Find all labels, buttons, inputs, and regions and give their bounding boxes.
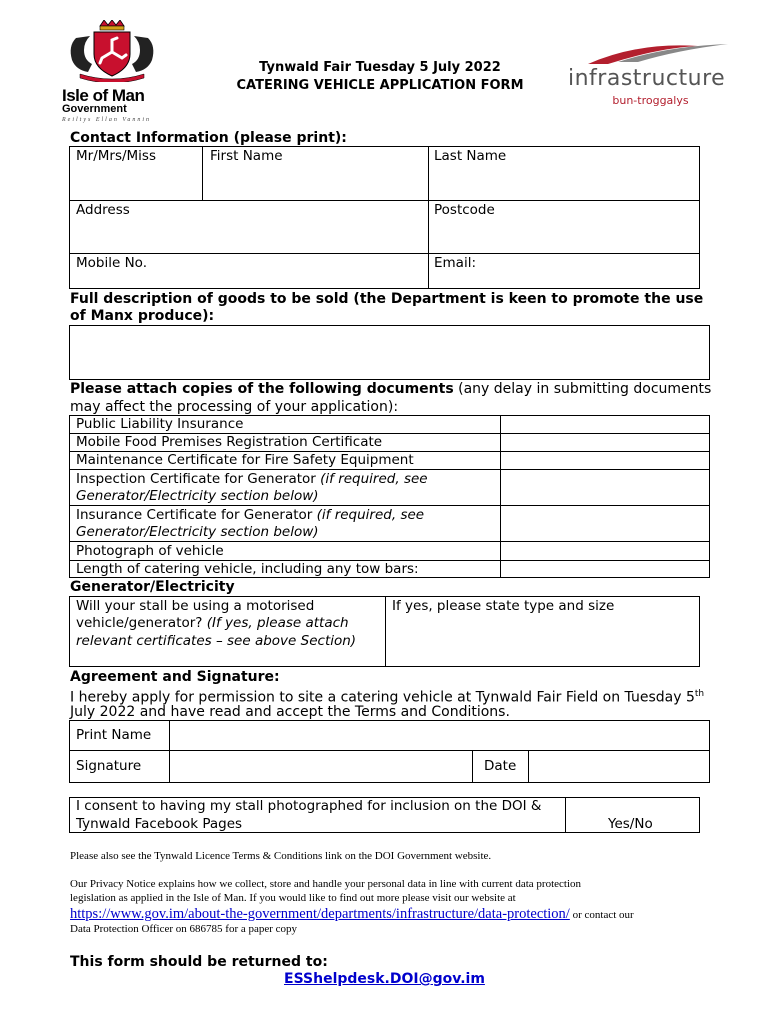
- mobile-label: Mobile No.: [76, 255, 147, 271]
- goods-heading-line1: Full description of goods to be sold (the Department is keen to promote the use: [70, 291, 704, 307]
- isle-of-man-government-logo: [62, 20, 162, 123]
- swoosh-icon: [568, 40, 733, 66]
- agreement-heading: Agreement and Signature:: [70, 669, 280, 685]
- consent-yes-no[interactable]: Yes/No: [608, 816, 653, 832]
- last-name-label: Last Name: [434, 148, 507, 164]
- doc-item-generator-insurance-text: Insurance Certificate for Generator: [76, 507, 317, 523]
- consent-line2: Tynwald Facebook Pages: [76, 816, 243, 832]
- first-name-input[interactable]: [203, 166, 427, 199]
- licence-note: Please also see the Tynwald Licence Terms & Conditions link on the DOI Government website.: [70, 850, 492, 862]
- documents-heading: [70, 381, 711, 398]
- privacy-link[interactable]: https://www.gov.im/about-the-government/departments/infrastructure/data-protection/: [70, 906, 570, 922]
- privacy-line2: legislation as applied in the Isle of Man. If you would like to find out more please visit our website at: [70, 892, 516, 904]
- coat-of-arms-icon: [62, 20, 162, 82]
- doc-check-photograph[interactable]: [501, 542, 709, 559]
- postcode-label: Postcode: [434, 202, 495, 218]
- doc-item-generator-insurance: [76, 507, 424, 524]
- doc-check-public-liability[interactable]: [501, 416, 709, 432]
- form-title: CATERING VEHICLE APPLICATION FORM: [236, 78, 524, 93]
- infrastructure-logo-sub: bun-troggalys: [612, 94, 689, 107]
- documents-heading-rest: (any delay in submitting documents: [453, 381, 712, 397]
- contact-heading: Contact Information (please print):: [70, 130, 347, 146]
- iom-logo-government: Government: [62, 103, 127, 115]
- infrastructure-logo: [568, 40, 733, 107]
- generator-question-line1: Will your stall be using a motorised: [76, 598, 315, 614]
- date-label: Date: [484, 758, 517, 774]
- documents-heading-line2: may affect the processing of your application):: [70, 399, 399, 415]
- generator-heading: Generator/Electricity: [70, 579, 235, 595]
- infrastructure-logo-word: infrastructure: [568, 66, 726, 91]
- goods-heading-line2: of Manx produce):: [70, 308, 215, 324]
- generator-answer-label: If yes, please state type and size: [392, 598, 615, 614]
- consent-line1: I consent to having my stall photographed for inclusion on the DOI &: [76, 798, 542, 814]
- privacy-line3: [70, 905, 634, 923]
- signature-label: Signature: [76, 758, 142, 774]
- title-input[interactable]: [70, 166, 201, 199]
- return-heading: This form should be returned to:: [70, 954, 328, 970]
- print-name-input[interactable]: [170, 721, 709, 749]
- doc-item-generator-inspection-note2: Generator/Electricity section below): [76, 488, 319, 504]
- doc-item-generator-inspection-text: Inspection Certificate for Generator: [76, 471, 321, 487]
- agreement-statement-line1-text: I hereby apply for permission to site a catering vehicle at Tynwald Fair Field on Tuesday 5: [70, 689, 695, 706]
- last-name-input[interactable]: [429, 166, 699, 199]
- vehicle-length-input[interactable]: [501, 561, 709, 577]
- return-email-link[interactable]: ESShelpdesk.DOI@gov.im: [284, 971, 485, 987]
- iom-logo-name: Isle of Man: [62, 86, 145, 105]
- doc-item-generator-insurance-note2: Generator/Electricity section below): [76, 524, 319, 540]
- email-label: Email:: [434, 255, 477, 271]
- privacy-line1: Our Privacy Notice explains how we collect, store and handle your personal data in line with current data protection: [70, 878, 582, 890]
- doc-item-food-premises: Mobile Food Premises Registration Certificate: [76, 434, 383, 450]
- doc-item-generator-inspection: [76, 471, 428, 488]
- postcode-input[interactable]: [429, 220, 699, 252]
- mobile-input[interactable]: [70, 272, 427, 288]
- doc-item-fire-safety: Maintenance Certificate for Fire Safety Equipment: [76, 452, 414, 468]
- agreement-statement-sup: th: [694, 689, 705, 699]
- doc-check-generator-insurance[interactable]: [501, 506, 709, 540]
- generator-question-line2-plain: vehicle/generator?: [76, 615, 207, 631]
- doc-check-fire-safety[interactable]: [501, 452, 709, 468]
- doc-item-photograph: Photograph of vehicle: [76, 543, 224, 559]
- generator-question-line2: [76, 615, 349, 632]
- goods-description-input[interactable]: [69, 325, 710, 380]
- signature-input[interactable]: [170, 751, 471, 782]
- doc-item-generator-insurance-note: (if required, see: [316, 507, 425, 523]
- doc-item-generator-inspection-note: (if required, see: [320, 471, 428, 487]
- doc-check-generator-inspection[interactable]: [501, 470, 709, 504]
- privacy-line4: Data Protection Officer on 686785 for a paper copy: [70, 923, 298, 935]
- date-input[interactable]: [529, 751, 709, 782]
- documents-heading-bold: Please attach copies of the following documents: [70, 381, 454, 397]
- doc-item-public-liability: Public Liability Insurance: [76, 416, 244, 432]
- form-event-title: Tynwald Fair Tuesday 5 July 2022: [259, 60, 501, 75]
- title-field-label: Mr/Mrs/Miss: [76, 148, 156, 164]
- address-label: Address: [76, 202, 130, 218]
- email-input[interactable]: [429, 272, 699, 288]
- print-name-label: Print Name: [76, 727, 152, 743]
- agreement-statement-line2: July 2022 and have read and accept the Terms and Conditions.: [70, 704, 510, 720]
- iom-logo-motto: Reiltys Ellan Vannin: [62, 117, 151, 123]
- generator-question-line3: relevant certificates – see above Section): [76, 633, 357, 649]
- address-input[interactable]: [70, 220, 427, 252]
- privacy-after-link: or contact our: [569, 909, 634, 921]
- generator-type-size-input[interactable]: [386, 616, 699, 666]
- generator-question-line2-ital: (If yes, please attach: [206, 615, 349, 631]
- doc-check-food-premises[interactable]: [501, 434, 709, 450]
- first-name-label: First Name: [210, 148, 283, 164]
- doc-item-vehicle-length: Length of catering vehicle, including any tow bars:: [76, 561, 419, 577]
